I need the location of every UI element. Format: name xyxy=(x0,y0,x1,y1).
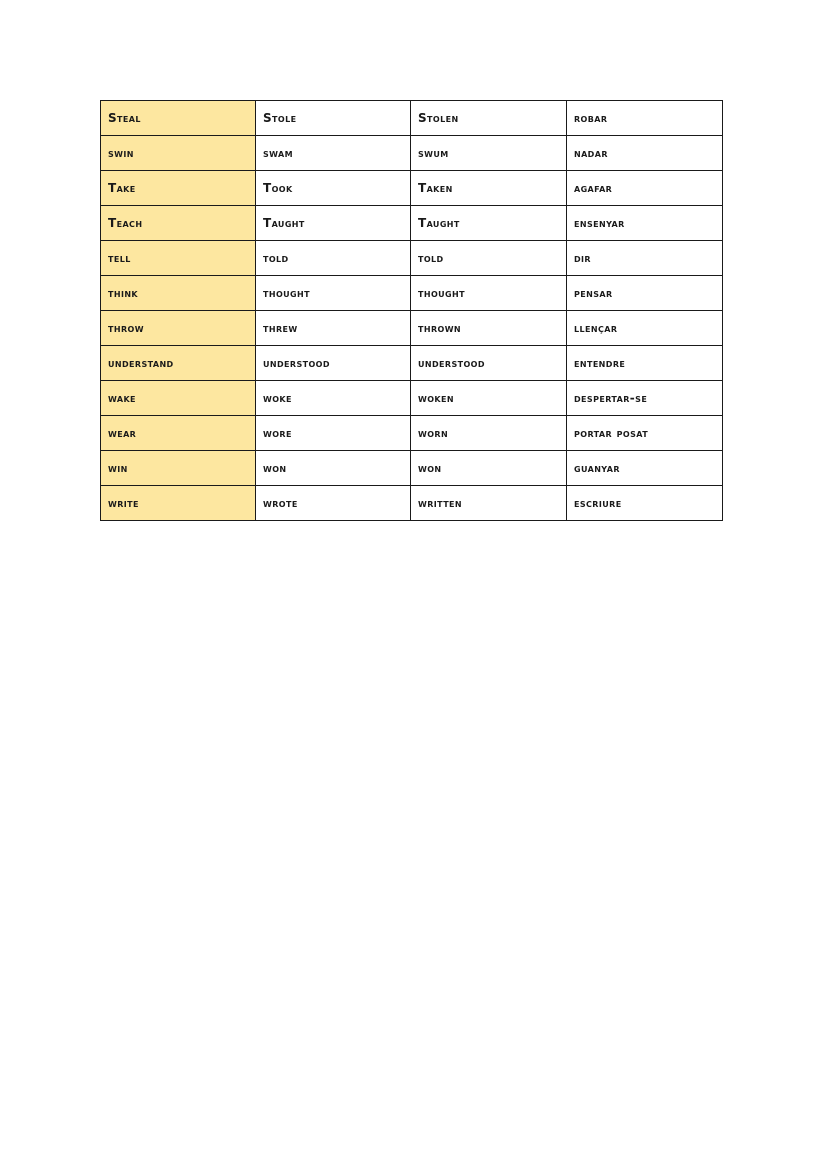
cell-base-form: Teach xyxy=(101,206,256,241)
cell-past-simple: woke xyxy=(256,381,411,416)
cell-base-form: wear xyxy=(101,416,256,451)
table-row xyxy=(101,346,723,381)
table-row xyxy=(101,171,723,206)
cell-base-form: throw xyxy=(101,311,256,346)
cell-past-simple: told xyxy=(256,241,411,276)
cell-translation: dir xyxy=(567,241,723,276)
table-row xyxy=(101,206,723,241)
cell-past-participle: Taken xyxy=(411,171,567,206)
cell-base-form: win xyxy=(101,451,256,486)
cell-translation: despertar-se xyxy=(567,381,723,416)
cell-translation: ensenyar xyxy=(567,206,723,241)
cell-base-form: tell xyxy=(101,241,256,276)
cell-translation: llençar xyxy=(567,311,723,346)
cell-past-simple: Taught xyxy=(256,206,411,241)
cell-past-simple: threw xyxy=(256,311,411,346)
cell-past-participle: thrown xyxy=(411,311,567,346)
cell-past-simple: won xyxy=(256,451,411,486)
cell-base-form: swin xyxy=(101,136,256,171)
cell-base-form: think xyxy=(101,276,256,311)
cell-base-form: write xyxy=(101,486,256,521)
cell-translation: guanyar xyxy=(567,451,723,486)
cell-translation: escriure xyxy=(567,486,723,521)
cell-translation: pensar xyxy=(567,276,723,311)
cell-past-participle: worn xyxy=(411,416,567,451)
cell-translation: robar xyxy=(567,101,723,136)
cell-past-participle: told xyxy=(411,241,567,276)
cell-past-participle: written xyxy=(411,486,567,521)
cell-translation: entendre xyxy=(567,346,723,381)
table-row xyxy=(101,451,723,486)
table-row xyxy=(101,136,723,171)
cell-past-participle: understood xyxy=(411,346,567,381)
table-row xyxy=(101,486,723,521)
verb-table-body xyxy=(101,101,723,521)
cell-past-simple: understood xyxy=(256,346,411,381)
cell-past-simple: thought xyxy=(256,276,411,311)
cell-past-simple: Took xyxy=(256,171,411,206)
cell-base-form: understand xyxy=(101,346,256,381)
cell-past-simple: Stole xyxy=(256,101,411,136)
cell-base-form: Take xyxy=(101,171,256,206)
table-row xyxy=(101,101,723,136)
cell-past-simple: wore xyxy=(256,416,411,451)
irregular-verbs-table xyxy=(100,100,723,521)
table-row xyxy=(101,416,723,451)
table-row xyxy=(101,311,723,346)
cell-past-participle: woken xyxy=(411,381,567,416)
cell-translation: portar posat xyxy=(567,416,723,451)
cell-base-form: Steal xyxy=(101,101,256,136)
cell-past-participle: thought xyxy=(411,276,567,311)
table-row xyxy=(101,241,723,276)
cell-translation: agafar xyxy=(567,171,723,206)
table-row xyxy=(101,276,723,311)
cell-past-simple: wrote xyxy=(256,486,411,521)
cell-past-participle: swum xyxy=(411,136,567,171)
cell-past-participle: Stolen xyxy=(411,101,567,136)
table-row xyxy=(101,381,723,416)
cell-past-participle: won xyxy=(411,451,567,486)
cell-translation: nadar xyxy=(567,136,723,171)
cell-base-form: wake xyxy=(101,381,256,416)
cell-past-participle: Taught xyxy=(411,206,567,241)
cell-past-simple: swam xyxy=(256,136,411,171)
